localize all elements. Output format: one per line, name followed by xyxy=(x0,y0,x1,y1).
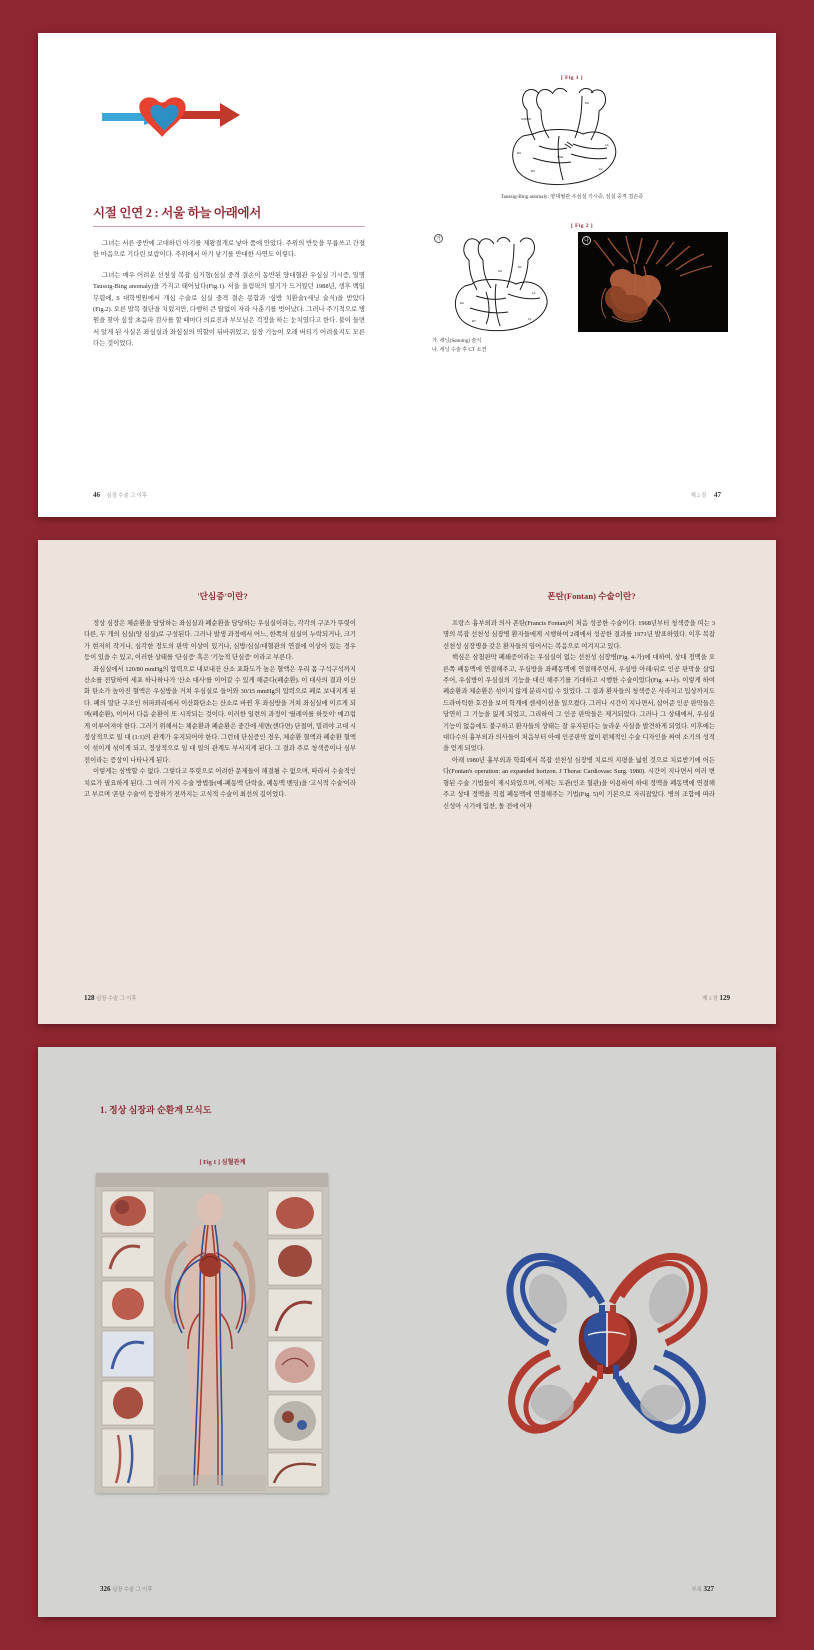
svg-text:PA: PA xyxy=(585,101,589,105)
svg-text:RV: RV xyxy=(531,169,536,173)
page-number: 47 xyxy=(714,491,721,499)
paragraph: 프랑스 흉부외과 의사 폰탄(Francis Fontan)이 처음 성공한 수술이다. 1968년부터 청색증을 띠는 3명의 복잡 선천성 심장병 환자들에게 시행하여 2례에서 성공한 결과를 1971년 발표하였다. 이후 복잡 선천성 심장병을 갖은 환자들의 임어서는 복음으로 여겨지고 있다. xyxy=(443,620,715,650)
svg-text:LV: LV xyxy=(528,317,532,321)
paragraph: 핵심은 삼첨판막 폐쇄증이라는 우심실이 없는 선천성 심장병(Fig. 4-가)에 대하여, 상대 정맥을 오른쪽 폐동맥에 연결해주고, 우심방을 좌폐동맥에 연결해주면서, 우심방 아래/뒤로 인공 판막을 삽입주어, 우심방이 우심실의 기능을 대신 해주기를 기대하고 시행한 수술이었다(Fig. 4-나). 이렇게 하여 폐순환과 체순환은 섞이지 않게 분리시킬 수 있었다. 그 결과 환자들의 청색증은 사라지고 입상까지도 드라마틱한 호전을 보여 학계에 센세이션을 일으켰다. 그러나 시간이 지나면서, 삽어준 인공 판막들은 당연히 그 기능을 잃게 되었고, 그리하여 그 인공 판막들은 제거되었다. 그러나 그 상태에서, 우심실 기능이 없음에도 불구하고 환자들의 상태는 잘 유지된다는 놀라운 사실을 발견하게 되었다. 이후에는 대다수의 흉부외과 의사들이 처음부터 아예 인공판막 없이 펀체적인 수술 디자인을 짜여 소기의 성적을 얻게 되었다. xyxy=(443,654,715,753)
figure-2-label: [ Fig 2 ] xyxy=(570,223,594,229)
section-heading-fontan: 폰탄(Fontan) 수술이란? xyxy=(547,591,636,601)
spread2-right-body xyxy=(443,618,715,812)
svg-text:RV: RV xyxy=(472,319,476,323)
svg-text:LA: LA xyxy=(605,143,609,147)
svg-text:LA: LA xyxy=(532,291,536,295)
book-spread-3 xyxy=(38,1047,776,1617)
folio-left xyxy=(84,994,137,1002)
spread2-right-page xyxy=(407,540,776,1024)
spread1-right-page xyxy=(407,33,776,517)
page-number: 128 xyxy=(84,994,95,1002)
circulatory-system-diagram-icon xyxy=(476,1207,738,1477)
running-title: 부록 xyxy=(691,1587,702,1593)
running-title: 심장 수술 그 이후 xyxy=(106,493,148,499)
heart-arrow-logo xyxy=(100,91,240,147)
svg-text:AORTA: AORTA xyxy=(521,117,532,121)
folio-right xyxy=(702,994,730,1002)
appendix-section-title: 1. 정상 심장과 순환계 모식도 xyxy=(100,1105,212,1115)
figure-1-label: [ Fig 1 ] xyxy=(560,75,584,81)
chapter-title: 시절 인연 2 : 서울 하늘 아래에서 xyxy=(93,206,262,220)
spread1-body-text xyxy=(93,238,365,359)
spread2-left-page xyxy=(38,540,407,1024)
book-spread-2 xyxy=(38,540,776,1024)
paragraph: 그녀는 서른 중반에 고대하던 아기를 제왕절개로 낳아 품에 안았다. 주위의 반듯을 무릅쓰고 간절한 마음으로 기다린 보람이다. 주위에서 아기 낳기를 반대한 사연도 이렇다. xyxy=(93,240,365,259)
figure-label: [ Fig 1 ] 심혈관계 xyxy=(199,1159,246,1166)
figure-2-captions xyxy=(432,337,732,355)
page-number: 129 xyxy=(719,994,730,1002)
paragraph: 아래 1980년 흉부외과 학회에서 복잡 선천성 심장병 치료의 지평을 넓힌 것으로 치료받기에 어든다(Fontan's operation: an expanded horizon. J Thorac Cardiovasc Surg. 1980). 시간이 지나면서 여러 변형된 수술 기법들이 제시되었으며, 이제는 도관(인조 혈관)을 이용하여 하대 정맥을 폐동맥에 연결해주고 상대 정맥을 직접 폐동맥에 연결해주는 기법(Fig. 5)이 기본으로 자리잡았다. 병의 조합에 따라 신성아 시기에 입찬, 돌 전에 어자 xyxy=(443,756,715,810)
svg-text:VSD: VSD xyxy=(557,155,564,159)
heart-anomaly-diagram-icon xyxy=(487,84,657,189)
page-number: 46 xyxy=(93,491,100,499)
senning-procedure-diagram-icon xyxy=(432,232,572,332)
running-title: 제 3 장 xyxy=(702,996,718,1002)
spread3-left-page xyxy=(38,1047,407,1617)
folio-left xyxy=(100,1585,153,1593)
folio-right xyxy=(692,1585,714,1593)
running-title: 심장 수술 그 이후 xyxy=(112,1587,153,1593)
svg-text:LV: LV xyxy=(599,167,603,171)
paragraph: 그녀는 매우 어려운 선천성 복잡 심기형(심실 중격 결손이 동반된 양대혈관 우심실 기시증, 일명 Taussig-Bing anomaly)을 가지고 태어났다(Fig.1). 서울 올림픽의 열기가 드거웠던 1988년, 생후 백일 무렵에, S 대학병원에서 개심 수술로 심실 중격 결손 봉합과 '심방 치환술'(세닝 술식)을 받았다(Fig.2). 오른 발목 절단을 치렀지만, 다행히 큰 탈없이 자라 사춘기를 벗어났다. 그러나 주기적으로 병원을 찾아 심장 초음파 검사를 할 때마다 의료진과 부모님은 걱정을 하는 눈치였다고 한다. 불이 들면서 알게 된 사실은 좌심실과 좌심실의 역할이 뒤바뀌었고, 심장 기능이 오래 버티기 어려울지도 모른다는 것이었다. xyxy=(93,271,365,348)
panel-tag-a: 가 xyxy=(434,234,443,243)
ct-scan-image xyxy=(578,232,728,332)
page-number: 326 xyxy=(100,1585,111,1593)
spread2-left-body xyxy=(84,618,356,801)
spread1-left-page xyxy=(38,33,407,517)
paragraph: 정상 심장은 체순환을 담당하는 좌심실과 폐순환을 담당하는 우심실이라는, 각각의 구조가 뚜렷이 다른, 두 개의 심실(양 심실)로 구성된다. 그러나 발생 과정에서 어느, 한쪽의 심실이 누락되거나, 크기가 현저히 작거나, 심각한 정도의 판막 이상이 있거나, 심방/심실/대혈관의 연결에 이상이 있는 경우 등이 있을 수 있고, 이러한 상태를 '단심증' 혹은 '기능적 단심증' 이라고 부른다. xyxy=(84,620,356,662)
paragraph: 이렇게는 삼박할 수 없다. 그렇다고 뚜렷으로 어려한 문제들이 해결될 수 없으며, 따라서 수술적인 치료가 필요하게 된다. 그 여러 가지 수술 방법들(예-폐동맥 단락술, 폐동맥 밴딩)을 '고식적 수술'이라고 부르며 '폰탄 수술'이 등장하기 전까지는 고식적 수술이 최선의 길이었다. xyxy=(84,768,356,799)
paragraph: 좌심실에서 120/80 mmHg의 압력으로 내보내진 산소 포화도가 높은 혈액은 우리 몸 구석구석까지 산소를 전달하여 세포 하나하나가 '산소 대사'를 이어갈 수 있게 해준다(폐순환). 이 대사의 결과 이산화 탄소가 높아진 혈액은 우심방을 거쳐 우심실로 들어와 30/15 mmHg의 압력으로 폐로 보내지게 된다. 폐의 말단 구조인 허파꽈리에서 이산화탄소는 산소로 바뀐 후 좌심방을 거쳐 좌심실에 이르게 되며(폐순환), 이어서 다음 순환이 또 시작되는 것이다. 이러한 일련의 과정이 '릴레이를 하듯이' 매끄럽게 이루어져야 한다. 그러기 위해서는 체순환과 폐순환은 중간에 새면(샌다면) 단절며, 밀려야 고대 시 정상적으로 일 대 (1:1)의 관계가 유지되어야 한다. 그런데 단심증인 경우, 체순환 혈액과 폐순환 혈액이 섞이게 섞이게 되고, 정상적으로 일 대 일의 관계도 부서지게 된다. 그 결과 주로 청색증이나 심부전이라는 증상이 나타나게 된다. xyxy=(84,665,356,764)
figure-1-caption: Taussig-Bing anomaly: 양대혈관 우심실 기시증, 심실 중격 결손증 xyxy=(500,194,644,200)
figure-2-caption-b: 나. 세닝 수술 후 CT 소견 xyxy=(432,346,487,353)
anatomy-poster-image xyxy=(96,1173,328,1493)
svg-text:AO: AO xyxy=(498,269,503,273)
figure-1 xyxy=(432,75,712,200)
chapter-rule xyxy=(93,226,365,227)
svg-text:RA: RA xyxy=(517,151,522,155)
svg-text:PA: PA xyxy=(518,265,522,269)
folio-left xyxy=(93,491,147,499)
section-heading-danshimjeung: '단심증'이란? xyxy=(197,591,248,601)
running-title: 제 2 장 xyxy=(690,493,707,499)
svg-text:RA: RA xyxy=(460,301,464,305)
figure-2 xyxy=(432,223,732,355)
page-number: 327 xyxy=(703,1585,714,1593)
spread3-right-page xyxy=(407,1047,776,1617)
running-title: 심장 수술 그 이후 xyxy=(96,996,137,1002)
panel-tag-b: 나 xyxy=(582,236,591,245)
book-spread-1 xyxy=(38,33,776,517)
folio-right xyxy=(691,491,721,499)
figure-2-caption-a: 가. 세닝(Senning) 술식 xyxy=(432,338,482,344)
